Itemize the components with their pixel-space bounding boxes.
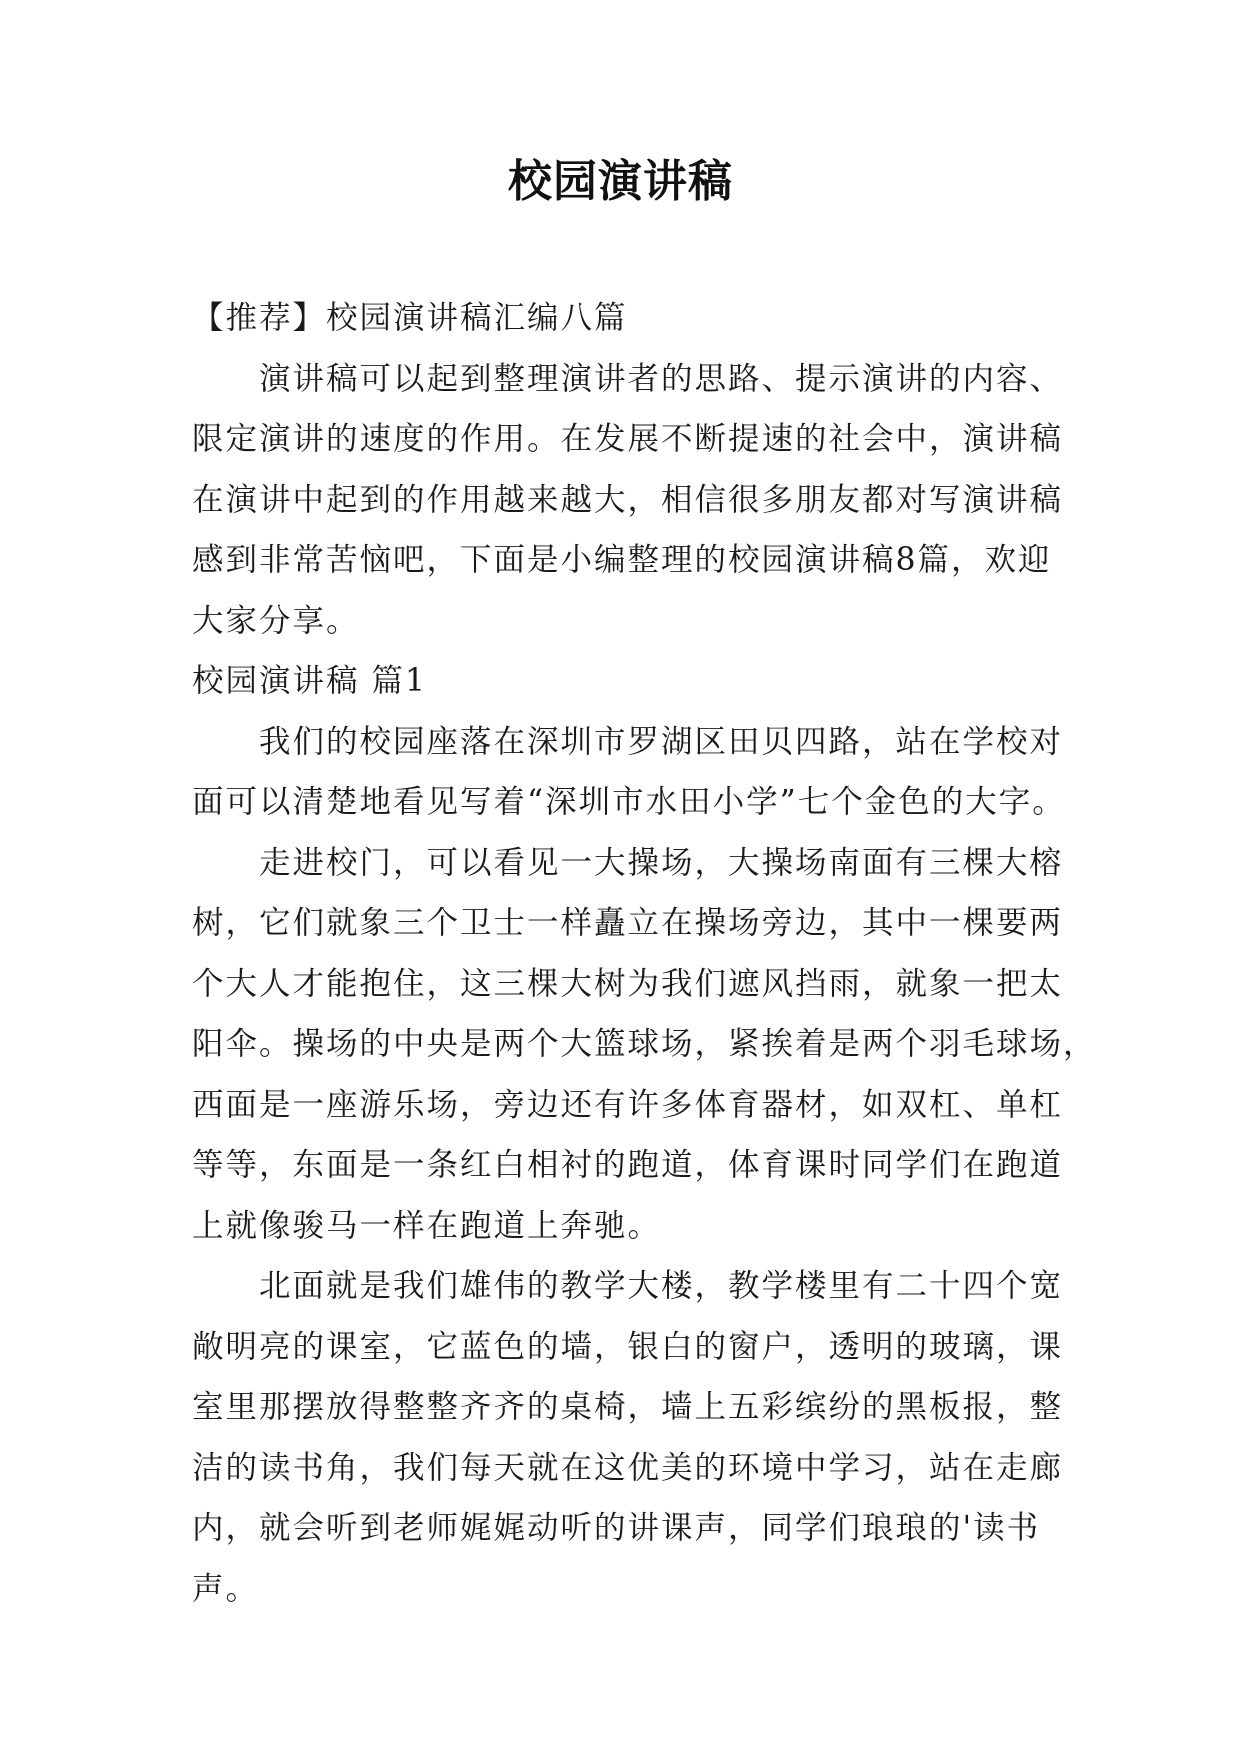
paragraph-line: 声。 — [192, 1570, 260, 1607]
paragraph-line: 敞明亮的课室，它蓝色的墙，银白的窗户，透明的玻璃，课 — [192, 1328, 1064, 1365]
paragraph-line: 等等，东面是一条红白相衬的跑道，体育课时同学们在跑道 — [192, 1147, 1064, 1183]
paragraph-line: 演讲稿可以起到整理演讲者的思路、提示演讲的内容、 — [259, 360, 1064, 397]
paragraph-line: 西面是一座游乐场，旁边还有许多体育器材，如双杠、单杠 — [192, 1086, 1064, 1123]
document-body — [192, 288, 1097, 1619]
section-heading: 校园演讲稿 篇1 — [192, 663, 428, 699]
paragraph-line: 我们的校园座落在深圳市罗湖区田贝四路，站在学校对 — [259, 723, 1064, 760]
paragraph-line: 走进校门，可以看见一大操场，大操场南面有三棵大榕 — [259, 844, 1064, 881]
paragraph-line: 北面就是我们雄伟的教学大楼，教学楼里有二十四个宽 — [259, 1268, 1064, 1304]
paragraph-line: 上就像骏马一样在跑道上奔驰。 — [192, 1207, 662, 1244]
paragraph-line: 大家分享。 — [192, 602, 360, 639]
paragraph-line: 个大人才能抱住，这三棵大树为我们遮风挡雨，就象一把太 — [192, 965, 1064, 1002]
paragraph-line: 阳伞。操场的中央是两个大篮球场，紧挨着是两个羽毛球场， — [192, 1026, 1097, 1062]
paragraph-line: 在演讲中起到的作用越来越大，相信很多朋友都对写演讲稿 — [192, 481, 1064, 518]
subtitle-line: 【推荐】校园演讲稿汇编八篇 — [192, 300, 628, 336]
paragraph-line: 树，它们就象三个卫士一样矗立在操场旁边，其中一棵要两 — [192, 905, 1064, 941]
paragraph-line: 感到非常苦恼吧，下面是小编整理的校园演讲稿8篇，欢迎 — [192, 542, 1052, 578]
paragraph-line: 内，就会听到老师娓娓动听的讲课声，同学们琅琅的'读书 — [192, 1510, 1041, 1546]
paragraph-line: 限定演讲的速度的作用。在发展不断提速的社会中，演讲稿 — [192, 421, 1064, 457]
paragraph-line: 洁的读书角，我们每天就在这优美的环境中学习，站在走廊 — [192, 1449, 1064, 1486]
paragraph-line: 面可以清楚地看见写着“深圳市水田小学”七个金色的大字。 — [192, 784, 1066, 820]
paragraph-line: 室里那摆放得整整齐齐的桌椅，墙上五彩缤纷的黑板报，整 — [192, 1389, 1064, 1425]
document-title: 校园演讲稿 — [508, 156, 733, 207]
